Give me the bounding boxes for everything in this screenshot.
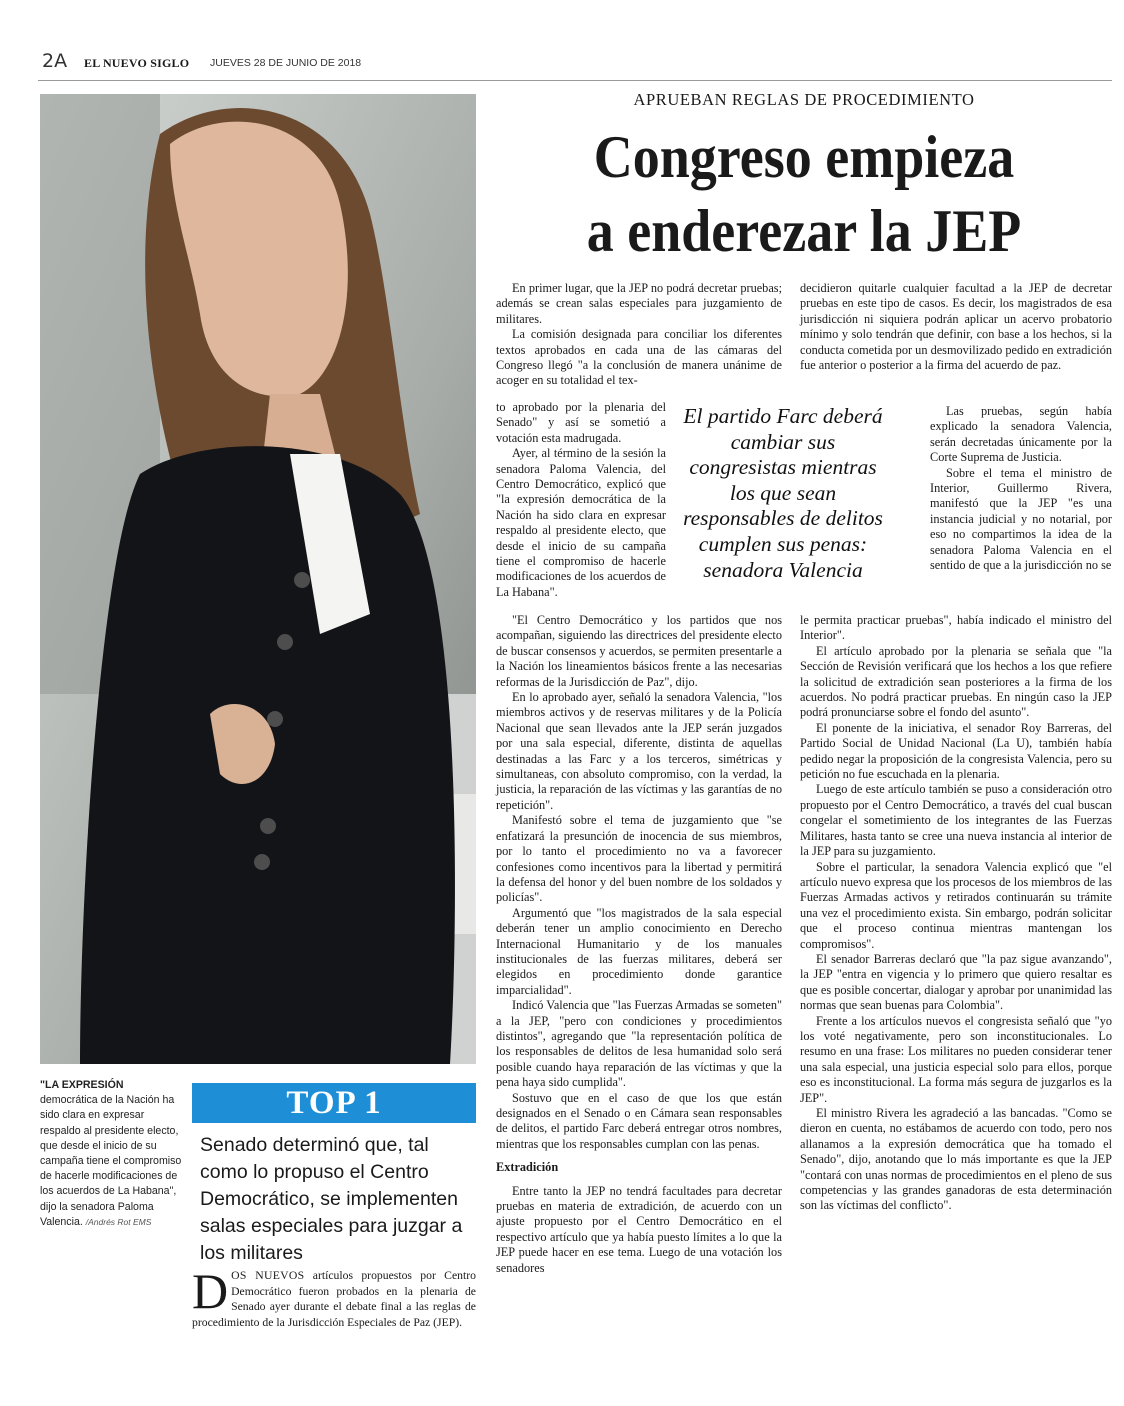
column-left-bottom [496,613,782,1276]
top-1-banner [192,1083,476,1123]
paragraph: Entre tanto la JEP no tendrá facultades para decretar pruebas en materia de extradición, de acuerdo con un ajuste propuesto por el Centro Democrático en el respectivo artículo que ya había puesto límites a lo que la JEP puede hacer en ese tema. Luego de una votación los senadores [496,1183,782,1275]
column-right-bottom [800,613,1112,1214]
paragraph: La comisión designada para conciliar los diferentes textos aprobados en cada una de las cámaras del Congreso llegó "a la conclusión de manera unánime de acoger en su totalidad el tex- [496,327,782,388]
senator-photo [40,94,476,1064]
column-right-narrow [930,404,1112,573]
paragraph: Manifestó sobre el tema de juzgamiento que "se enfatizará la presunción de inocencia de sus miembros, por lo tanto el procedimiento no va a favorecer confesiones como incentivos para la libertad y permitirá la defensa del honor y del buen nombre de los soldados y policías". [496,813,782,905]
kicker: APRUEBAN REGLAS DE PROCEDIMIENTO [633,90,975,109]
paragraph: El senador Barreras declaró que "la paz sigue avanzando", la JEP "entra en vigencia y lo primero que quiero resaltar es que es posible concertar, dialogar y aprobar por unanimidad las normas que sean buenas para Colombia". [800,951,1112,1013]
headline-line-1: Congreso empieza [593,124,1015,190]
paragraph: Las pruebas, según había explicado la senadora Valencia, serán decretadas únicamente por la Corte Suprema de Justicia. [930,404,1112,465]
paragraph: Luego de este artículo también se puso a consideración otro propuesto por el Centro Democrático, a través del cual buscan congelar el sometimiento de los integrantes de las Fuerzas Militares, hasta tanto se cree una nueva instancia al interior de la JEP para su juzgamiento. [800,782,1112,859]
intro-paragraph [192,1263,476,1330]
caption-body: democrática de la Nación ha sido clara en expresar respaldo al presidente electo, que desde el inicio de su campaña tiene el compromiso de hacerle modificaciones de los acuerdos de La Habana", dijo la senadora Paloma Valencia. [40,1094,182,1228]
page-header [38,46,1112,81]
top-1-label: TOP 1 [286,1084,382,1121]
column-left-top [496,281,782,389]
paragraph: Sobre el particular, la senadora Valencia explicó que "el artículo nuevo expresa que los procesos de los miembros de las Fuerzas Armadas activos y retirados continuarán su trámite una vez el procedimiento exista. Sin embargo, podrán solicitar que el proceso continua mientras mantengan los compromisos". [800,859,1112,951]
paragraph: decidieron quitarle cualquier facultad a la JEP de decretar pruebas en este tipo de casos. Es decir, los magistrados de esa jurisdicción ni siquiera podrán aplicar un acervo probatorio mínimo y solo tendrán que definir, con base a los hechos, si la conducta cometida por un desmovilizado pedido en extradición fue anterior o posterior a la firma del acuerdo de paz. [800,281,1112,373]
pull-quote: El partido Farc deberá cambiar sus congresistas mientras los que sean responsables de delitos cumplen sus penas: senadora Valencia [683,404,883,582]
paragraph: En lo aprobado ayer, señaló la senadora Valencia, "los miembros activos y de reservas militares y de la Policía Nacional que sean llevados ante la JEP serán juzgados por una sala especial, diferente, distinta de aquellas destinadas a las Farc y a los terceros, simétricas y simultaneas, con absoluto compromiso, con la verdad, la justicia, la reparación de las víctimas y las garantías de no repetición". [496,690,782,812]
photo-caption [40,1078,186,1230]
paragraph: to aprobado por la plenaria del Senado" y así se sometió a votación esta madrugada. [496,400,666,445]
headline [527,120,1081,268]
photo-credit: /Andrés Rot EMS [85,1216,152,1227]
top-1-summary: Senado determinó que, tal como lo propuso el Centro Democrático, se implementen salas especiales para juzgar a los militares [200,1134,463,1264]
caption-lead: "LA EXPRESIÓN [40,1079,124,1091]
paragraph: El artículo aprobado por la plenaria se señala que "la Sección de Revisión verificará que los hechos a los que refiere la solicitud de extradición sean posteriores a la firma de los acuerdos. No podrá practicar pruebas. En ningún caso la JEP podrá pronunciarse sobre el fondo del asunto". [800,643,1112,720]
paragraph: Sostuvo que en el caso de que los que están designados en el Senado o en Cámara sean responsables de delitos, el partido Farc deberá entregar otros nombres, mientras que los responsables cumplan con las penas. [496,1090,782,1151]
paragraph: En primer lugar, que la JEP no podrá decretar pruebas; además se crean salas especiales para juzgamiento de militares. [496,281,782,326]
column-right-top [800,281,1112,373]
page-number: 2A [42,50,68,72]
column-left-narrow [496,400,666,600]
subhead-extradicion: Extradición [496,1160,559,1175]
newspaper-name: EL NUEVO SIGLO [84,56,190,70]
issue-date: JUEVES 28 DE JUNIO DE 2018 [210,57,362,69]
paragraph: "El Centro Democrático y los partidos que nos acompañan, siguiendo las directrices del presidente electo de buscar consensos y acuerdos, se permiten presentarle a la Nación los lineamientos básicos frente a las necesarias reformas de la Jurisdicción de Paz", dijo. [496,613,782,689]
paragraph: Ayer, al término de la sesión la senadora Paloma Valencia, del Centro Democrático, explicó que "la expresión democrática de la Nación ha sido clara en expresar respaldo al presidente electo, que desde el inicio de su campaña tiene el compromiso de hacerle modificaciones de los acuerdos de La Habana". [496,446,666,599]
paragraph: El ministro Rivera les agradeció a las bancadas. "Como se dieron en cuenta, no estábamos de acuerdo con todo, pero nos allanamos a la expresión democrática que ha tomado el Senado", dijo, anotando que lo más importante es que la JEP "contará con unas normas de procedimientos en el pleno de sus competencias y las grandes ganadoras de esta determinación son las víctimas del conflicto". [800,1106,1112,1213]
paragraph: Argumentó que "los magistrados de la sala especial deberán tener un amplio conocimiento en Derecho Internacional Humanitario y de los manuales institucionales de las fuerzas militares, deberá ser elegidos en procedimiento donde garantice imparcialidad". [496,905,782,997]
paragraph: Sobre el tema el ministro de Interior, Guillermo Rivera, manifestó que la JEP "es una instancia judicial y no notarial, por eso no compartimos la idea de la senadora Paloma Valencia en el sentido de que a la jurisdicción no se [930,465,1112,573]
paragraph: Frente a los artículos nuevos el congresista señaló que "yo los voté negativamente, pero son inconstitucionales. Lo resumo en una frase: Los militares no pueden considerar tener una sala especial, una justicia especial solo para ellos, porque eso es inconstitucional. La forma más segura de juzgarlos es la JEP". [800,1013,1112,1105]
headline-line-2: a enderezar la JEP [586,198,1022,264]
photo-illustration [40,94,476,1064]
intro-text: artículos propuestos por Centro Democrático fueron probados en la plenaria de Senado ayer durante el debate final a las reglas de procedimiento de la Jurisdicción Especiales de Paz (JEP). [192,1269,476,1329]
paragraph: El ponente de la iniciativa, el senador Roy Barreras, del Partido Social de Unidad Nacional (La U), también había pedido negar la proposición de la congresista Valencia, pero su petición no fue escuchada en la plenaria. [800,720,1112,782]
drop-cap: D [192,1263,229,1319]
paragraph: Indicó Valencia que "las Fuerzas Armadas se someten" a la JEP, "pero con condiciones y procedimientos distintos", agregando que "la representación política de los responsables de delitos de lesa humanidad solo será posible cuando haya reparación de las víctimas y que la pena haya sido cumplida". [496,998,782,1090]
intro-caps: OS NUEVOS [231,1269,305,1282]
paragraph: le permita practicar pruebas", había indicado el ministro del Interior". [800,613,1112,643]
